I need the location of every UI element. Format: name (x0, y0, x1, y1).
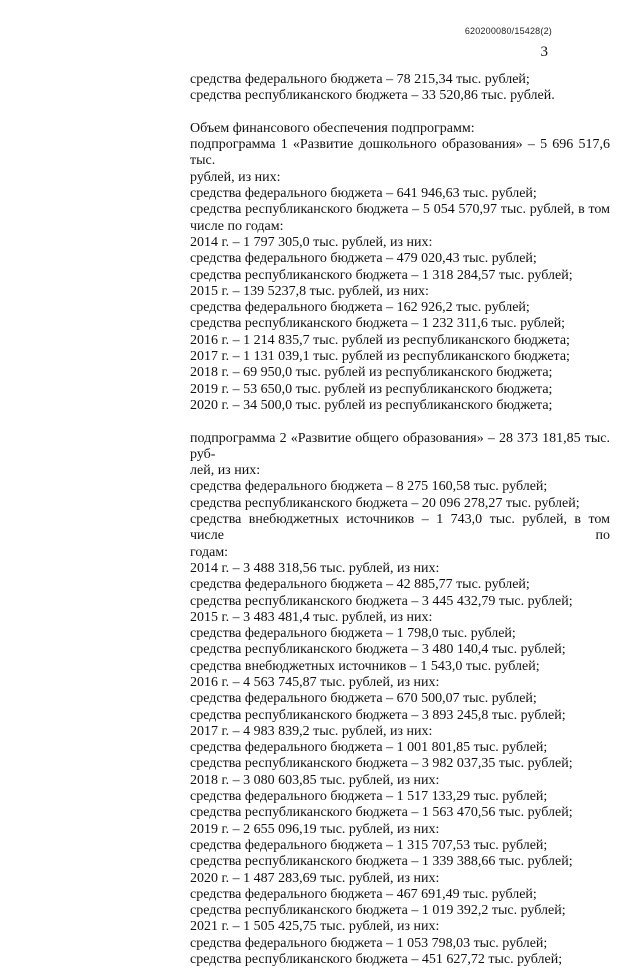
text-line: средства федерального бюджета – 78 215,34 тыс. рублей; (190, 72, 530, 87)
text-line: 2014 г. – 1 797 305,0 тыс. рублей, из них: (190, 234, 433, 250)
subprogram-2-title-cont: лей, из них: (190, 463, 261, 479)
subprogram-1-title-cont: рублей, из них: (190, 169, 281, 185)
paragraph-gap (190, 414, 610, 430)
text-line: средства федерального бюджета – 1 798,0 тыс. рублей; (190, 626, 516, 642)
text-line: средства федерального бюджета – 479 020,43 тыс. рублей; (190, 251, 537, 267)
section-intro: Объем финансового обеспечения подпрограмм: (190, 120, 475, 136)
text-line: годам: (190, 544, 229, 560)
text-line: 2017 г. – 1 131 039,1 тыс. рублей из республиканского бюджета; (190, 349, 570, 365)
text-line: средства федерального бюджета – 1 315 707,53 тыс. рублей; (190, 837, 548, 853)
text-line: средства республиканского бюджета – 3 982 037,35 тыс. рублей; (190, 756, 573, 772)
text-line: средства федерального бюджета – 1 001 801,85 тыс. рублей; (190, 740, 548, 756)
text-line: 2018 г. – 69 950,0 тыс. рублей из республиканского бюджета; (190, 365, 553, 381)
text-line: средства внебюджетных источников – 1 743,0 тыс. рублей, в том числе по (190, 512, 610, 544)
document-body (190, 72, 610, 968)
text-line: средства федерального бюджета – 162 926,2 тыс. рублей; (190, 300, 530, 316)
text-line: средства республиканского бюджета – 5 054 570,97 тыс. рублей, в том (190, 202, 610, 218)
text-line: 2016 г. – 1 214 835,7 тыс. рублей из республиканского бюджета; (190, 332, 570, 348)
text-line: 2015 г. – 3 483 481,4 тыс. рублей, из них: (190, 609, 433, 625)
page-number: 3 (540, 44, 548, 60)
text-line: средства федерального бюджета – 670 500,07 тыс. рублей; (190, 691, 537, 707)
text-line: средства республиканского бюджета – 3 480 140,4 тыс. рублей; (190, 642, 566, 658)
paragraph-gap (190, 105, 610, 121)
document-code: 620200080/15428(2) (464, 26, 552, 36)
subprogram-1-title: подпрограмма 1 «Развитие дошкольного образования» – 5 696 517,6 тыс. (190, 137, 610, 169)
text-line: средства федерального бюджета – 1 053 798,03 тыс. рублей; (190, 935, 548, 951)
text-line: средства внебюджетных источников – 1 543,0 тыс. рублей; (190, 658, 540, 674)
text-line: 2021 г. – 1 505 425,75 тыс. рублей, из них: (190, 919, 440, 935)
text-line: 2015 г. – 139 5237,8 тыс. рублей, из них: (190, 283, 429, 299)
text-line: средства республиканского бюджета – 1 019 392,2 тыс. рублей; (190, 903, 566, 919)
text-line: средства республиканского бюджета – 451 627,72 тыс. рублей; (190, 952, 563, 968)
text-line: средства федерального бюджета – 42 885,77 тыс. рублей; (190, 577, 530, 593)
text-line: средства федерального бюджета – 467 691,49 тыс. рублей; (190, 886, 537, 902)
text-line: средства республиканского бюджета – 1 563 470,56 тыс. рублей; (190, 805, 573, 821)
text-line: средства федерального бюджета – 1 517 133,29 тыс. рублей; (190, 789, 548, 805)
text-line: числе по годам: (190, 218, 284, 234)
text-line: 2020 г. – 34 500,0 тыс. рублей из республиканского бюджета; (190, 397, 553, 413)
text-line: 2016 г. – 4 563 745,87 тыс. рублей, из них: (190, 674, 440, 690)
text-line: 2019 г. – 53 650,0 тыс. рублей из республиканского бюджета; (190, 381, 553, 397)
text-line: 2019 г. – 2 655 096,19 тыс. рублей, из них: (190, 821, 440, 837)
subprogram-2-title: подпрограмма 2 «Развитие общего образования» – 28 373 181,85 тыс. руб- (190, 430, 610, 462)
text-line: средства федерального бюджета – 641 946,63 тыс. рублей; (190, 186, 537, 202)
text-line: средства республиканского бюджета – 1 339 388,66 тыс. рублей; (190, 854, 573, 870)
text-line: средства федерального бюджета – 8 275 160,58 тыс. рублей; (190, 479, 548, 495)
text-line: средства республиканского бюджета – 1 232 311,6 тыс. рублей; (190, 316, 566, 332)
text-line: средства республиканского бюджета – 3 893 245,8 тыс. рублей; (190, 707, 566, 723)
text-line: 2017 г. – 4 983 839,2 тыс. рублей, из них: (190, 723, 433, 739)
subprogram-1-lines (190, 186, 610, 414)
text-line: 2014 г. – 3 488 318,56 тыс. рублей, из них: (190, 560, 440, 576)
text-line: 2020 г. – 1 487 283,69 тыс. рублей, из них: (190, 870, 440, 886)
subprogram-2-lines (190, 479, 610, 968)
text-line: средства республиканского бюджета – 3 445 432,79 тыс. рублей; (190, 593, 573, 609)
text-line: средства республиканского бюджета – 1 318 284,57 тыс. рублей; (190, 267, 573, 283)
text-line: 2018 г. – 3 080 603,85 тыс. рублей, из них: (190, 772, 440, 788)
text-line: средства республиканского бюджета – 20 096 278,27 тыс. рублей; (190, 495, 580, 511)
text-line: средства республиканского бюджета – 33 520,86 тыс. рублей. (190, 88, 555, 104)
